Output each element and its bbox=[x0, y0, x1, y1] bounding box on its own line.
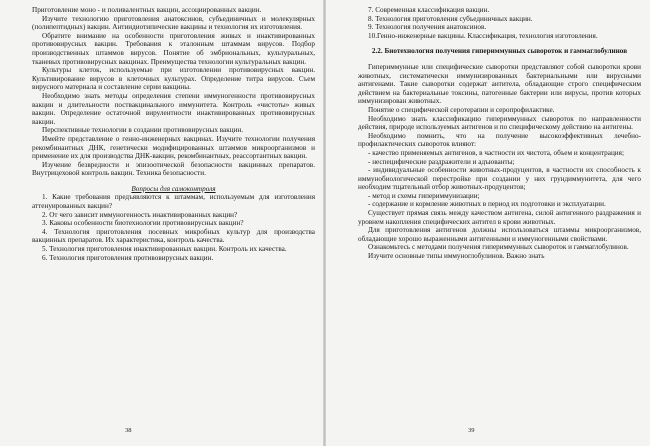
list-item: - индивидуальные особенности животных-продуцентов, в частности их способность к иммунобиологической перестройке при создании у них грундиммунитета, для чего необходим тщательный отбор животных-продуцентов; bbox=[358, 166, 641, 192]
paragraph: Гипериммунные или специфические сыворотки представляют собой сыворотки крови животных, систематически иммунизированных бактериальными или вирусными антигенами. Такие сыворотки содержат антитела, обладающие строго специфическим действием на бактериальные токсины, патогенные бактерии или вирусы, против которых иммунизирован животных. bbox=[358, 62, 641, 106]
self-check-subheading: Вопросы для самоконтроля bbox=[131, 184, 216, 193]
paragraph: Понятие о специфической серотерапии и серопрофилактике. bbox=[368, 105, 555, 114]
list-item: - метод и схемы гипериммунизации; bbox=[368, 191, 480, 200]
paragraph: Необходимо знать методы определения степени иммуногенности противовирусных вакцин и длительности поствакцинального иммунитета. Контроль «чистоты» живых вакцин. Определение остаточной вирулентности инактивированных противовирусных вакцин. bbox=[32, 91, 315, 126]
left-page bbox=[32, 6, 315, 438]
paragraph: Изучите технологию приготовления анатоксинов, субъединичных и молекулярных (полипептидных) вакцин. Антиидиотипические вакцины и технология их изготовления. bbox=[32, 14, 315, 32]
paragraph: Существует прямая связь между качеством антигена, силой антигенного раздражения и уровнем накопления специфических антител в крови животных. bbox=[358, 209, 641, 226]
paragraph: Культуры клеток, используемые при изготовлении противовирусных вакцин. Культивирование вирусов в клеточных культурах. Определение титра вирусов. Съем вирусного материала и составление серии вакцины. bbox=[32, 66, 315, 92]
list-item: - качество применяемых антигенов, в частности их чистота, объем и концентрация; bbox=[368, 148, 624, 157]
paragraph: Изучите основные типы иммуноглобулинов. Важно знать bbox=[368, 252, 545, 261]
question-item: 1. Какие требования предъявляются к штаммам, используемым для изготовления аттенуированных вакцин? bbox=[32, 193, 315, 211]
paragraph: Необходимо знать классификацию гипериммунных сывороток по направленности действия, природе используемых антигенов и по специфическому действию на антигены. bbox=[358, 114, 641, 132]
question-item: 9. Технология получения анатоксинов. bbox=[368, 23, 487, 32]
list-item: - неспецифические раздражители и адъюванты; bbox=[368, 157, 515, 166]
spacer bbox=[358, 40, 641, 47]
question-item: 2. От чего зависит иммуногенность инактивированных вакцин? bbox=[42, 210, 238, 219]
paragraph: Необходимо помнить, что на получение высокоэффективных лечебно-профилактических сывороток влияют: bbox=[358, 131, 641, 149]
list-item: - содержание и кормление животных в период их подготовки и эксплуатации. bbox=[368, 200, 606, 209]
paragraph: Изучение безвредности и эпизоотической безопасности вакцинных препаратов. Внутрицеховой контроль вакцин. Техника безопасности. bbox=[32, 160, 315, 178]
page-number-left: 38 bbox=[125, 427, 132, 434]
paragraph: Имейте представление о генно-инженерных вакцинах. Изучите технологии получения рекомбинантных ДНК, генетически модифицированных штаммов микроорганизмов и применение их для производства ДНК-вакцин, рекомбинантных, реассортантных вакцин. bbox=[32, 134, 315, 161]
right-page bbox=[358, 6, 641, 438]
section-heading: 2.2. Биотехнология получения гипериммунных сывороток и гаммаглобулинов bbox=[371, 47, 628, 56]
paragraph: Перспективные технологии в создании противовирусных вакцин. bbox=[42, 126, 244, 135]
question-item: 6. Технология приготовления противовирусных вакцин. bbox=[42, 253, 214, 262]
question-item: 3. Каковы особенности биотехнологии противовирусных вакцин? bbox=[42, 219, 244, 228]
spacer bbox=[358, 56, 641, 63]
question-item: 10.Генно-инженерные вакцины. Классификация, технология изготовления. bbox=[368, 31, 598, 40]
page-number-right: 39 bbox=[468, 427, 475, 434]
question-item: 4. Технология приготовления посевных микробных культур для производства вакцинных препаратов. Их характеристика, контроль качества. bbox=[32, 227, 315, 245]
book-gutter bbox=[323, 0, 326, 446]
paragraph: Обратите внимание на особенности приготовления живых и инактивированных противовирусных вакцин. Требования к эталонным штаммам вирусов. Подбор производственных штаммов вирусов. Понятие об эмбриональных, культуральных, тканевых противовирусных вакцинах. Преимущества технологии культуральных вакцин. bbox=[32, 31, 315, 66]
paragraph: Для приготовления антигенов должны использоваться штаммы микроорганизмов, обладающие хорошо выраженными антигенными и иммуногенными свойствами. bbox=[358, 226, 641, 243]
question-item: 8. Технология приготовления субъединичных вакцин. bbox=[368, 14, 533, 23]
paragraph: Ознакомьтесь с методами получения гипериммунных сывороток и гаммаглобулинов. bbox=[368, 243, 629, 252]
paragraph: Приготовление моно - и поливалентных вакцин, ассоциированных вакцин. bbox=[32, 6, 262, 14]
question-item: 7. Современная классификация вакцин. bbox=[368, 6, 490, 14]
spacer bbox=[32, 178, 315, 185]
question-item: 5. Технология приготовления инактивированных вакцин. Контроль их качества. bbox=[42, 245, 287, 254]
